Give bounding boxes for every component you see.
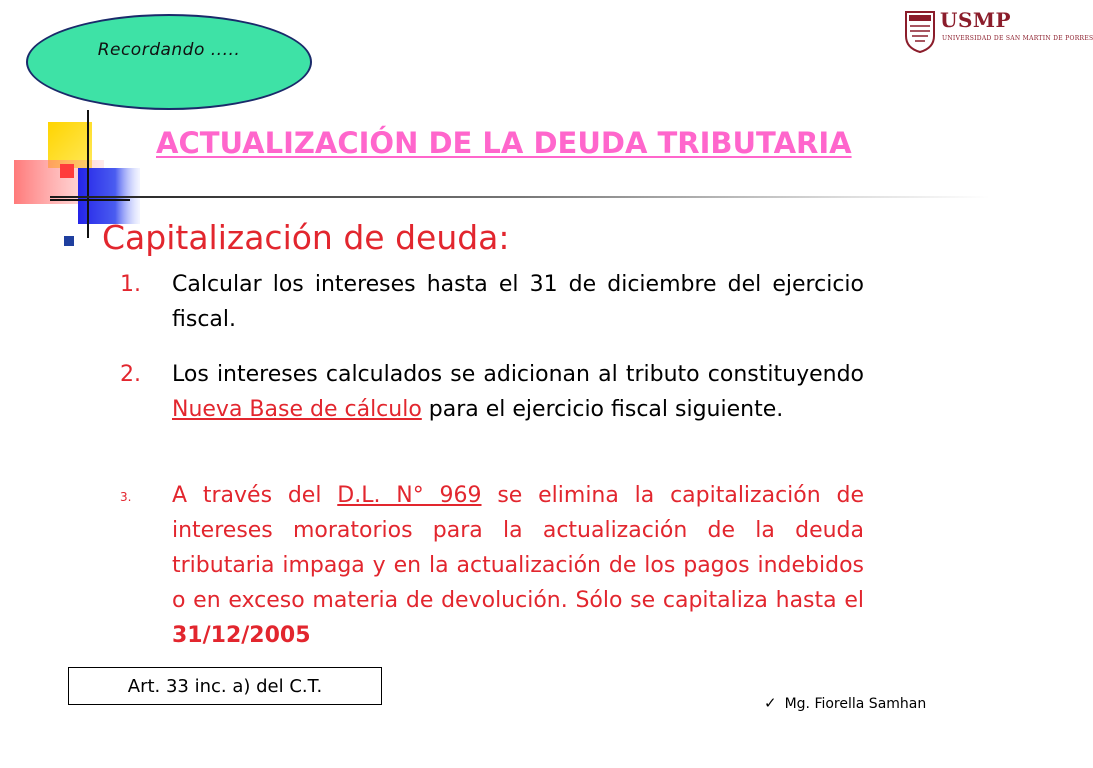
list-item bbox=[112, 357, 864, 427]
bullet-square-icon bbox=[64, 236, 74, 246]
item-number: 1. bbox=[120, 272, 141, 297]
author-name: Mg. Fiorella Samhan bbox=[784, 696, 927, 712]
list-item bbox=[112, 478, 864, 653]
logo-name: USMP bbox=[940, 8, 1012, 32]
cutoff-date: 31/12/2005 bbox=[172, 623, 311, 648]
item-text: Calcular los intereses hasta el 31 de diciembre del ejercicio fiscal. bbox=[172, 272, 864, 332]
title-divider bbox=[50, 196, 990, 198]
article-reference-text: Art. 33 inc. a) del C.T. bbox=[127, 675, 323, 697]
item-text: A través del D.L. N° 969 se elimina la capitalización de intereses moratorios para la actualización de la deuda tributaria impaga y en la actualización de los pagos indebidos o en exceso materia de devolución. Sólo se capitaliza hasta el 31/12/2005 bbox=[172, 483, 864, 648]
article-reference bbox=[68, 667, 382, 705]
recordando-badge bbox=[26, 14, 312, 110]
logo-subtitle: UNIVERSIDAD DE SAN MARTIN DE PORRES bbox=[942, 35, 1093, 42]
subheading: Capitalización de deuda: bbox=[102, 218, 510, 257]
badge-text: Recordando ..... bbox=[97, 40, 241, 60]
author-footer bbox=[764, 694, 926, 712]
item-number: 3. bbox=[120, 490, 132, 504]
list-item bbox=[112, 267, 864, 337]
check-icon: ✓ bbox=[764, 694, 777, 712]
decree-link: D.L. N° 969 bbox=[337, 483, 482, 508]
page-title: ACTUALIZACIÓN DE LA DEUDA TRIBUTARIA bbox=[156, 126, 852, 160]
nueva-base-link: Nueva Base de cálculo bbox=[172, 397, 422, 422]
item-text: Los intereses calculados se adicionan al tributo constituyendo Nueva Base de cálculo para el ejercicio fiscal siguiente. bbox=[172, 362, 864, 422]
item-number: 2. bbox=[120, 362, 141, 387]
